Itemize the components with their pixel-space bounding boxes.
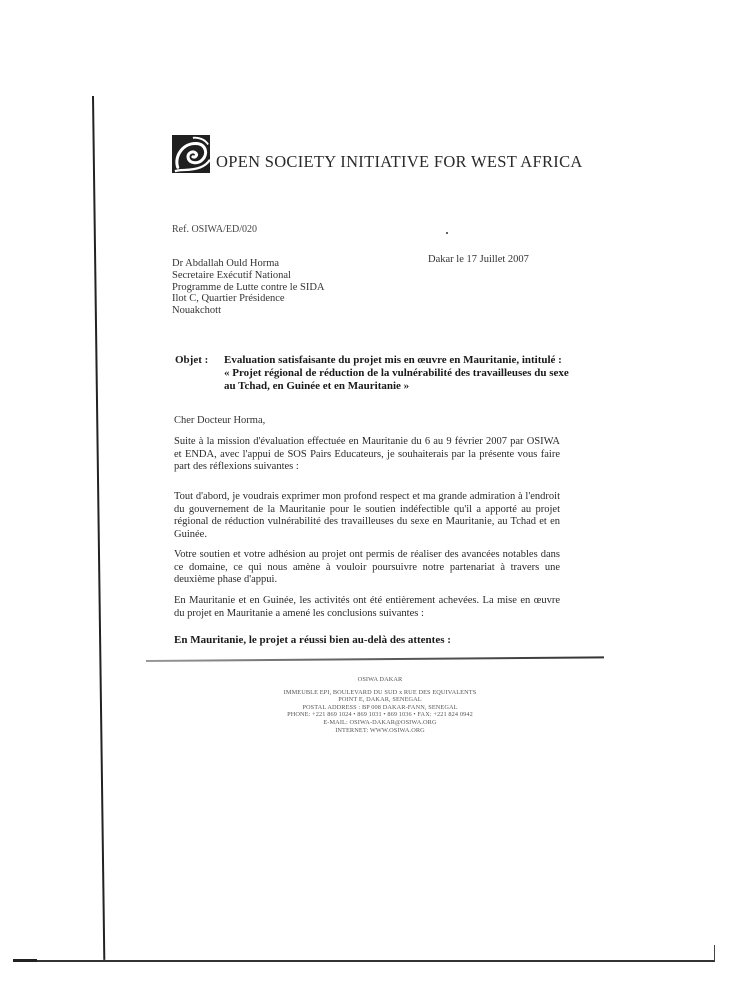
recipient-line: Secretaire Exécutif National [172, 269, 291, 281]
paragraph-support: Votre soutien et votre adhésion au projet ont permis de réaliser des avancées notables dans ce domaine, ce qui nous amène à vouloir poursuivre notre partenariat à travers une deuxième phase d'appui. [174, 549, 560, 586]
subject-label: Objet : [175, 354, 209, 366]
scan-border-bottom [13, 960, 715, 962]
scan-border-bottom-corner [13, 959, 37, 962]
footer-line: IMMEUBLE EPI, BOULEVARD DU SUD x RUE DES EQUIVALENTS [283, 688, 477, 696]
reference-number: Ref. OSIWA/ED/020 [172, 224, 257, 235]
scan-border-left [92, 96, 105, 960]
footer-line: INTERNET: WWW.OSIWA.ORG [335, 726, 425, 734]
footer-office: OSIWA DAKAR [357, 676, 403, 683]
date-line: Dakar le 17 Juillet 2007 [428, 254, 529, 265]
paragraph-respect: Tout d'abord, je voudrais exprimer mon profond respect et ma grande admiration à l'endroit du gouvernement de la Mauritanie pour le soutien indéfectible qu'il a apporté au projet régional de réduction vulnérabilité des travailleuses du sexe en Mauritanie, au Tchad et en Guinée. [174, 491, 560, 540]
recipient-line: Dr Abdallah Ould Horma [172, 258, 280, 269]
recipient-line: Programme de Lutte contre le SIDA [172, 281, 325, 293]
paragraph-success-heading: En Mauritanie, le projet a réussi bien au-delà des attentes : [174, 634, 451, 646]
osiwa-swirl-logo-icon [172, 135, 210, 173]
scan-border-right [714, 945, 715, 961]
paragraph-mission: Suite à la mission d'évaluation effectuée en Mauritanie du 6 au 9 février 2007 par OSIWA et ENDA, avec l'appui de SOS Pairs Educateurs, je souhaiterais par la présente vous faire part des réflexions suivantes : [174, 436, 560, 473]
recipient-address [172, 258, 325, 317]
letterhead [172, 135, 583, 173]
footer-line: POSTAL ADDRESS : BP 008 DAKAR-FANN, SENEGAL [302, 703, 458, 711]
footer-address [240, 676, 520, 734]
footer-divider [146, 656, 604, 662]
recipient-line: Nouakchott [172, 305, 221, 317]
subject-line-1: Evaluation satisfaisante du projet mis en œuvre en Mauritanie, intitulé : [224, 354, 562, 366]
subject-line-2: « Projet régional de réduction de la vulnérabilité des travailleuses du sexe au Tchad, en Guinée et en Mauritanie » [224, 366, 569, 392]
footer-line: PHONE: +221 869 1024 • 869 1031 • 869 1036 • FAX: +221 824 0942 [287, 711, 473, 719]
organization-name: OPEN SOCIETY INITIATIVE FOR WEST AFRICA [216, 152, 583, 171]
paragraph-activities: En Mauritanie et en Guinée, les activités ont été entièrement achevées. La mise en œuvre du projet en Mauritanie a amené les conclusions suivantes : [174, 595, 560, 619]
recipient-line: Ilot C, Quartier Présidence [172, 293, 285, 305]
salutation: Cher Docteur Horma, [174, 415, 266, 426]
footer-line: E-MAIL: OSIWA-DAKAR@OSIWA.ORG [323, 718, 437, 726]
footer-line: POINT E, DAKAR, SENEGAL [338, 696, 422, 704]
speck [446, 232, 448, 234]
subject-block [175, 354, 575, 392]
